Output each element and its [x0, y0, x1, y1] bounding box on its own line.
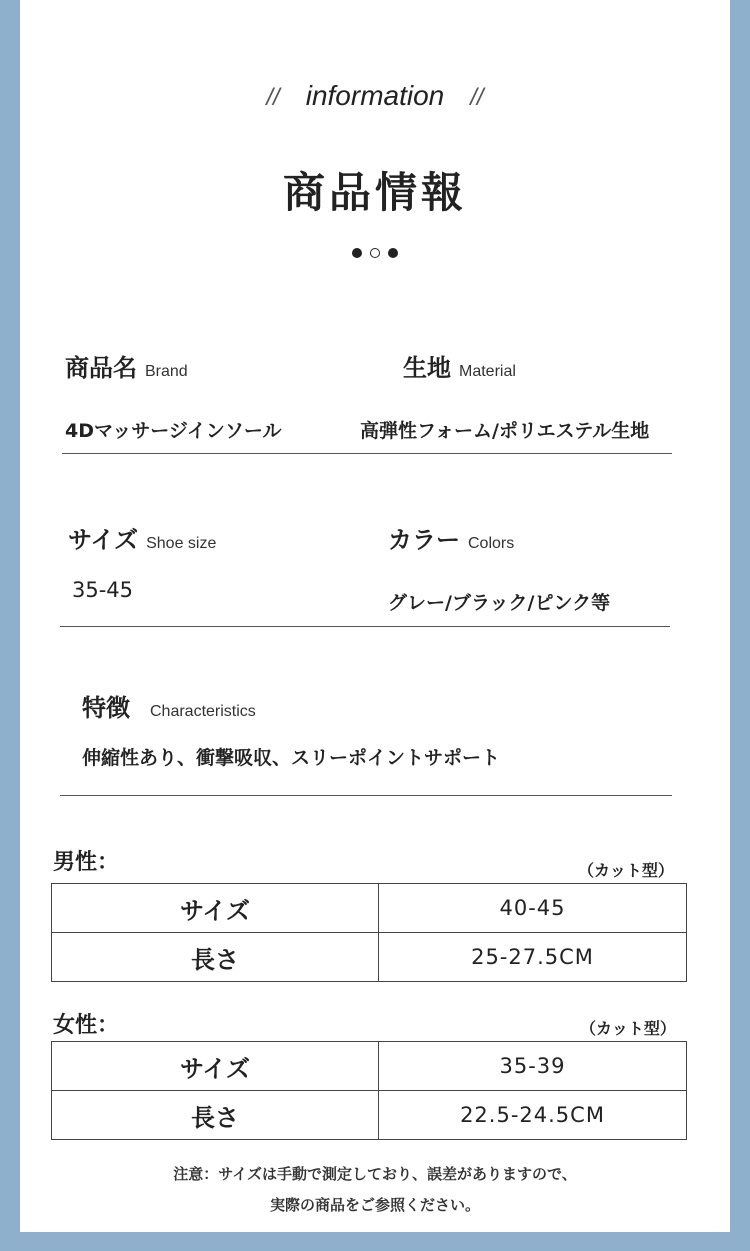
women-label: 女性：	[53, 1013, 120, 1038]
brand-label: 商品名 Brand	[65, 354, 188, 382]
divider	[60, 626, 670, 627]
slash-right: //	[470, 84, 484, 111]
women-size-table	[51, 1041, 687, 1140]
women-cut-type: （カット型）	[580, 1019, 676, 1038]
features-value: 伸縮性あり、衝撃吸収、スリーポイントサポート	[82, 747, 501, 769]
divider	[60, 795, 672, 796]
divider	[62, 453, 672, 454]
dot-icon	[352, 248, 362, 258]
table-row	[52, 1091, 687, 1140]
material-value: 高弾性フォーム/ポリエステル生地	[360, 420, 650, 442]
table-row	[52, 933, 687, 982]
table-cell-value: 22.5-24.5CM	[379, 1091, 687, 1140]
slash-left: //	[266, 84, 280, 111]
material-label: 生地 Material	[403, 354, 516, 382]
table-cell-key: サイズ	[52, 1042, 379, 1091]
note-line-1: 注意：サイズは手動で測定しており、誤差がありますので、	[173, 1165, 577, 1183]
heading-information: information	[305, 80, 445, 111]
hollow-dot-icon	[370, 248, 380, 258]
section-heading-english	[20, 80, 730, 112]
table-cell-value: 40-45	[379, 884, 687, 933]
table-row	[52, 884, 687, 933]
table-cell-key: 長さ	[52, 1091, 379, 1140]
color-label: カラー Colors	[388, 526, 515, 554]
color-value: グレー/ブラック/ピンク等	[388, 592, 611, 614]
decorative-dots	[20, 248, 730, 258]
note-line-2: 実際の商品をご参照ください。	[269, 1196, 480, 1214]
table-cell-value: 35-39	[379, 1042, 687, 1091]
features-label: 特徴 Characteristics	[82, 694, 256, 722]
info-card	[20, 0, 730, 1232]
page-title: 商品情報	[282, 168, 467, 217]
brand-value: 4Dマッサージインソール	[65, 420, 282, 442]
size-value: 35-45	[72, 578, 134, 602]
men-label: 男性：	[53, 850, 120, 875]
table-cell-key: サイズ	[52, 884, 379, 933]
table-row	[52, 1042, 687, 1091]
men-size-table	[51, 883, 687, 982]
table-cell-value: 25-27.5CM	[379, 933, 687, 982]
dot-icon	[388, 248, 398, 258]
men-cut-type: （カット型）	[578, 861, 674, 880]
size-label: サイズ Shoe size	[68, 526, 217, 554]
table-cell-key: 長さ	[52, 933, 379, 982]
